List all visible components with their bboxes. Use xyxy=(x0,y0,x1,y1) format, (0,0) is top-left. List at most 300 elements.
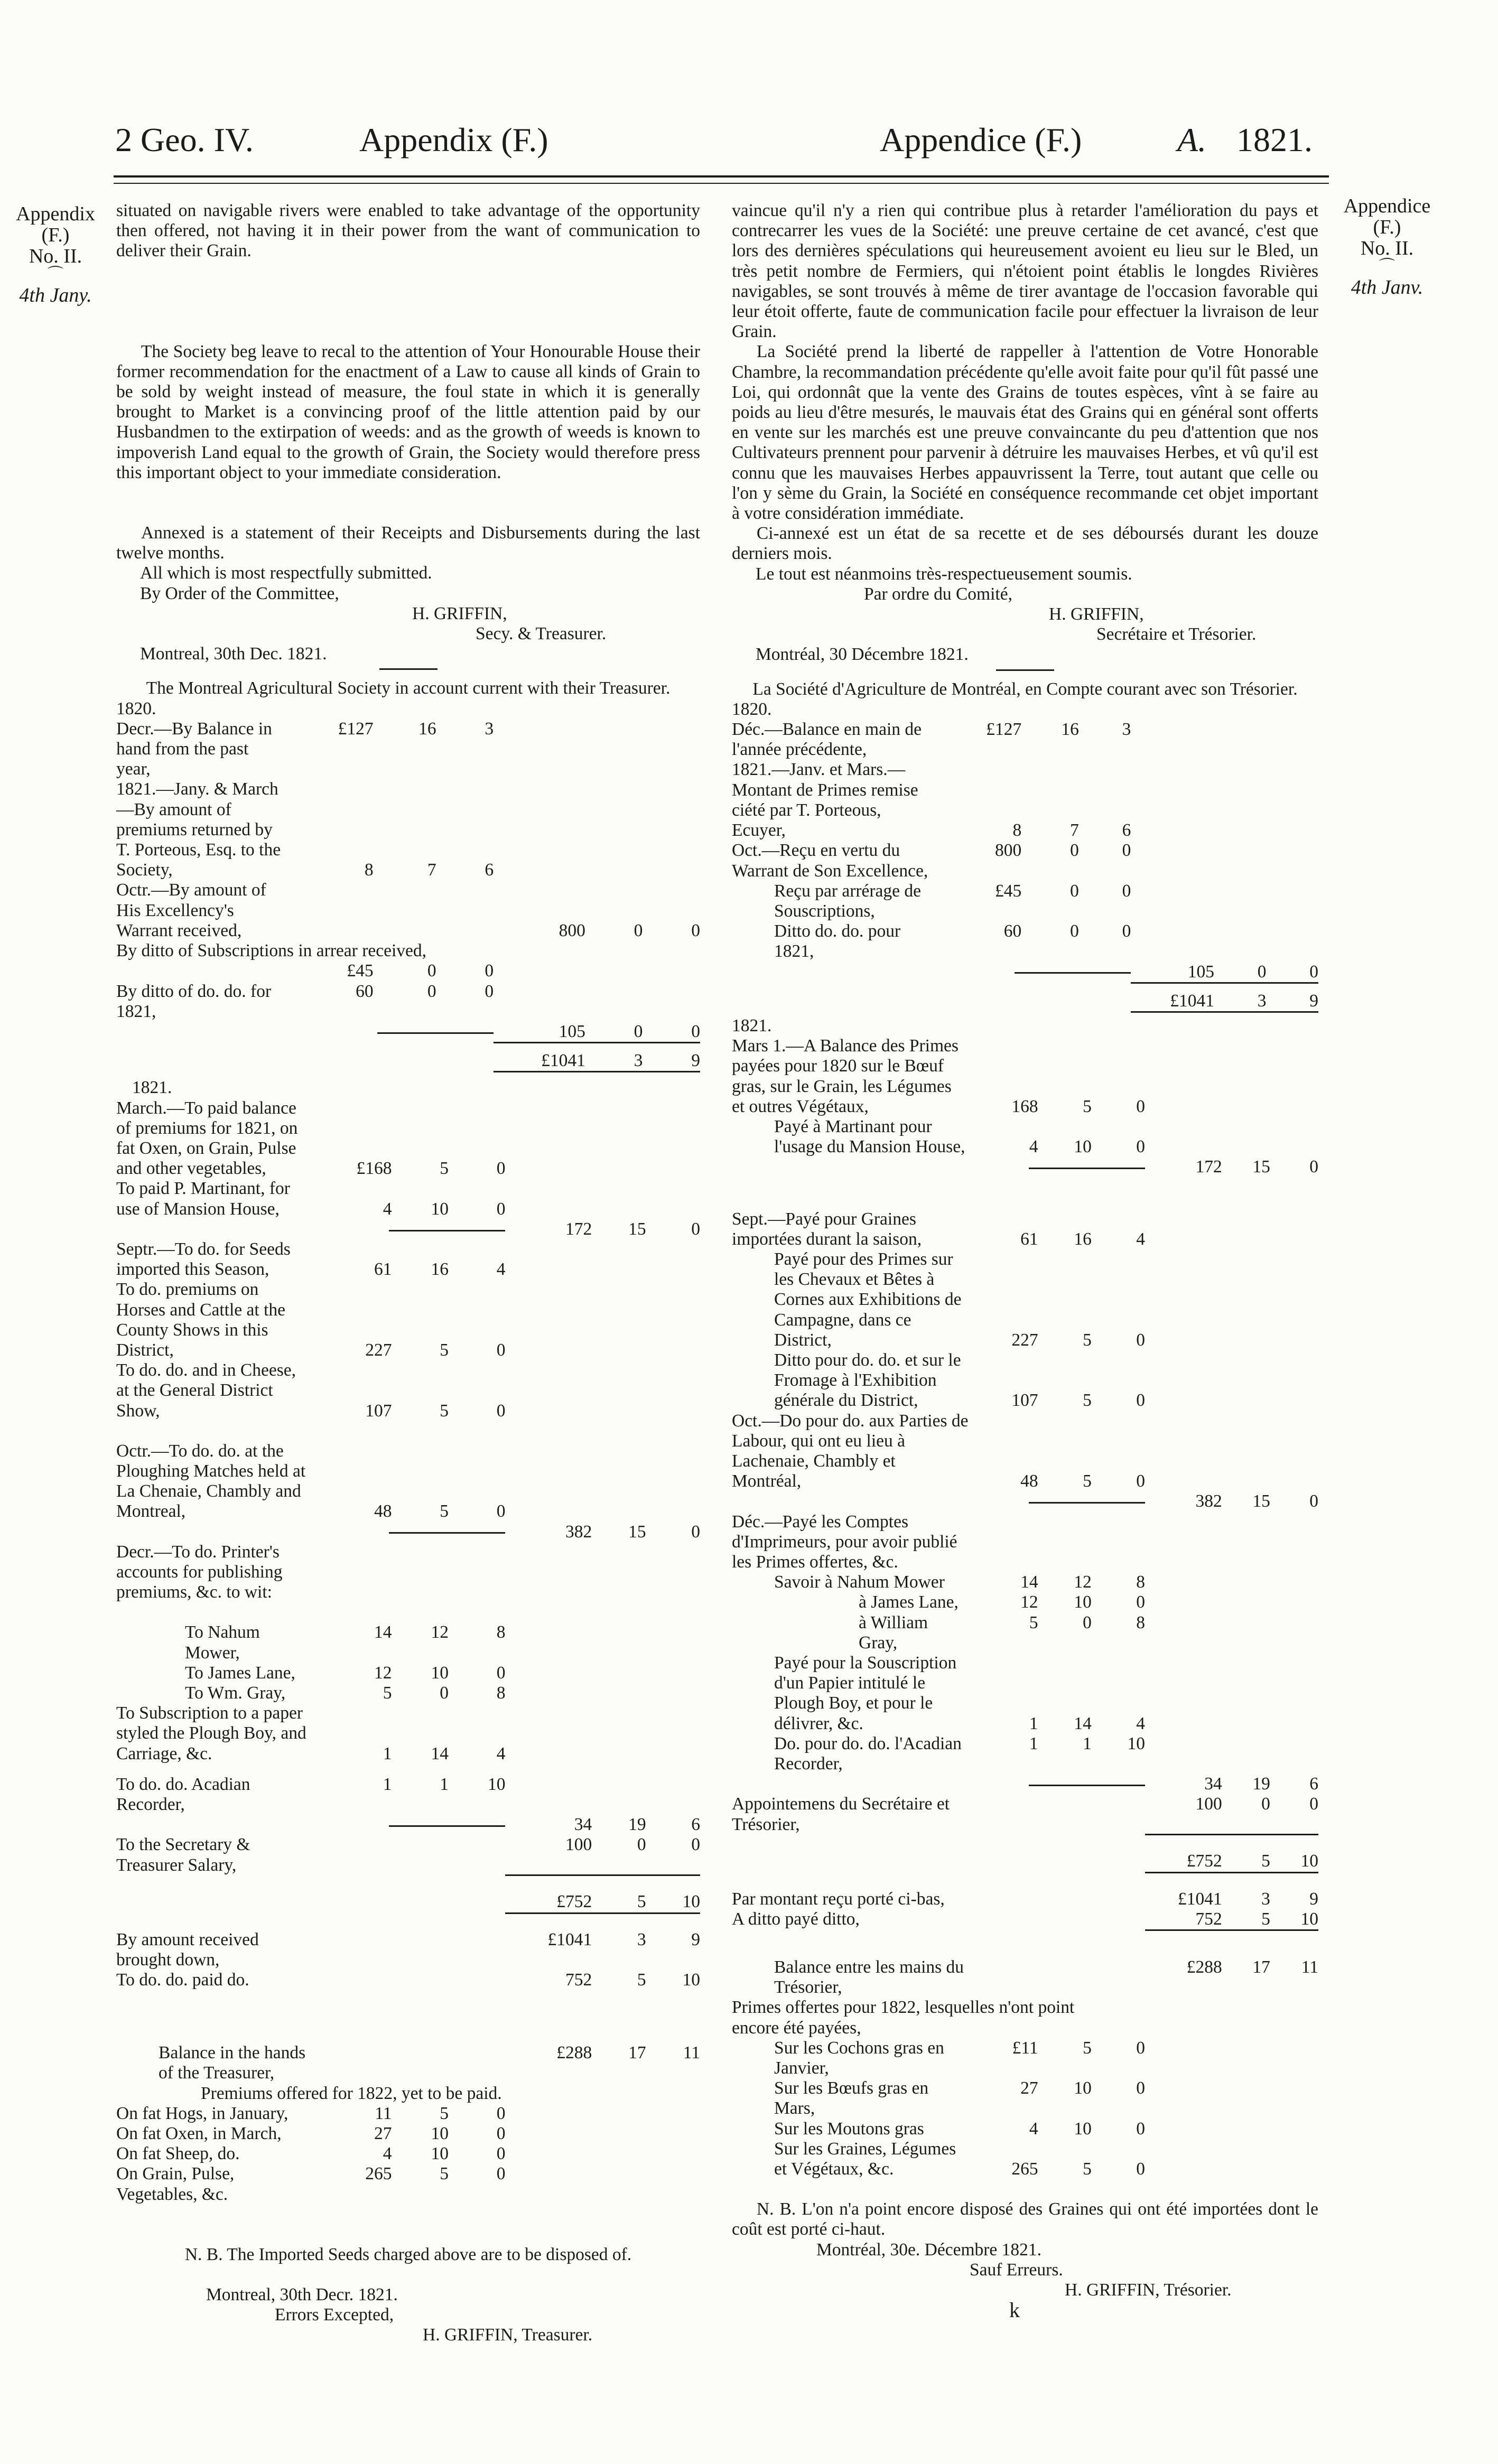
amount: 0 xyxy=(496,1199,506,1219)
subtotal: 0 xyxy=(1309,1157,1318,1177)
table-row xyxy=(732,1734,1318,1774)
balance: 11 xyxy=(683,2043,700,2063)
margin-right-brace: ⌒ xyxy=(1379,258,1395,275)
en-pm1-desc: On fat Hogs, in January, xyxy=(116,2103,289,2123)
amount: 61 xyxy=(1020,1229,1038,1249)
amount: 0 xyxy=(1136,1390,1146,1411)
fr-submitted: Le tout est néanmoins très-respectueusement soumis. xyxy=(756,564,1132,584)
french-column xyxy=(732,201,1318,2320)
en-dr2-desc: To paid P. Martinant, for use of Mansion House, xyxy=(116,1179,290,1219)
amount: 6 xyxy=(485,860,494,880)
amount: 6 xyxy=(1122,820,1131,841)
subtotal: 0 xyxy=(691,1021,700,1041)
table-row xyxy=(732,1613,1318,1653)
amount: 168 xyxy=(1011,1096,1038,1116)
total: 3 xyxy=(634,1051,643,1071)
table-row xyxy=(116,1892,700,1913)
en-balance-desc: Balance in the hands of the Treasurer, xyxy=(159,2043,306,2083)
table-row xyxy=(116,961,700,981)
header-reign: 2 Geo. IV. xyxy=(115,121,254,158)
amount: £1041 xyxy=(547,1929,592,1949)
fr-dr5-desc: Ditto pour do. do. et sur le Fromage à l'Exhibition générale du District, xyxy=(774,1350,961,1411)
total: £1041 xyxy=(541,1051,585,1071)
en-dr1-desc: March.—To paid balance of premiums for 1821, on fat Oxen, on Grain, Pulse and other vegetables, xyxy=(116,1098,298,1179)
en-cr4-desc: By ditto of Subscriptions in arrear received, xyxy=(116,941,427,961)
amount: 5 xyxy=(1083,2159,1092,2179)
subtotal: 34 xyxy=(1204,1774,1222,1794)
en-dr3-desc: Septr.—To do. for Seeds imported this Season, xyxy=(116,1239,291,1280)
en-paid-desc: To do. do. paid do. xyxy=(116,1970,249,1990)
amount: 5 xyxy=(440,2164,449,2184)
amount: 10 xyxy=(1074,1137,1092,1157)
table-row xyxy=(732,1957,1318,1998)
amount: 0 xyxy=(1136,1096,1146,1116)
amount: 0 xyxy=(637,1835,646,1855)
total: £752 xyxy=(556,1892,592,1912)
amount: 16 xyxy=(1061,720,1079,740)
en-nb: N. B. The Imported Seeds charged above are to be disposed of. xyxy=(184,2244,632,2264)
amount: £168 xyxy=(356,1159,392,1179)
fr-signer: H. GRIFFIN, xyxy=(1049,604,1144,624)
fr-cr3-desc: Oct.—Reçu en vertu du Warrant de Son Excellence, xyxy=(732,841,928,881)
fr-year-1820: 1820. xyxy=(732,699,772,719)
amount: 3 xyxy=(1261,1889,1270,1909)
amount: £127 xyxy=(338,718,374,739)
fr-close-date: Montréal, 30e. Décembre 1821. xyxy=(816,2239,1042,2260)
en-intro: situated on navigable rivers were enabled to take advantage of the opportunity then offered, not having it in their power from the want of communication to deliver their Grain. xyxy=(116,201,700,261)
amount: 1 xyxy=(383,1743,392,1763)
amount: 0 xyxy=(1136,2159,1146,2179)
margin-left-letter: (F.) xyxy=(41,224,70,246)
fr-recommendation: La Société prend la liberté de rappeller à l'attention de Votre Honorable Chambre, la recommandation précédente qu'elle avoit faite pour qu'il fût passé une Loi, qui ordonnât que la vente des Grains de toutes espèces, vînt à se faire au poids au lieu d'être mesurés, le mauvais état des Grains qui en général sont offerts en vente sur les marchés est une preuve convaincante du peu d'attention que nos Cultivateurs prennent pour parvenir à détruire les mauvaises Herbes, et vû qu'il est connu que les mauvaises Herbes appauvrissent la Terre, tout autant que celle ou l'on y sème du Grain, la Société en conséquence recommande cet objet important à votre considération immédiate. xyxy=(732,342,1318,524)
en-place-date: Montreal, 30th Dec. 1821. xyxy=(140,644,327,664)
amount: 60 xyxy=(356,981,374,1001)
subtotal: 15 xyxy=(1252,1157,1270,1177)
fr-cr2-desc: 1821.—Janv. et Mars.—Montant de Primes remise ciété par T. Porteous, Ecuyer, xyxy=(732,760,918,841)
amount: 227 xyxy=(365,1340,392,1360)
amount: 4 xyxy=(1029,1137,1038,1157)
table-row xyxy=(116,1280,700,1360)
header-appendix-en: Appendix (F.) xyxy=(359,121,548,158)
amount: 9 xyxy=(1309,1889,1318,1909)
english-column xyxy=(116,201,700,2346)
amount: 5 xyxy=(440,1401,449,1421)
header-rule-top xyxy=(114,175,1329,178)
amount: 800 xyxy=(995,841,1022,861)
amount: 10 xyxy=(1300,1909,1318,1929)
margin-left-number: No. II. xyxy=(29,245,82,267)
amount: 16 xyxy=(1074,1229,1092,1249)
table-row xyxy=(116,1022,700,1043)
en-pm2-desc: On fat Oxen, in March, xyxy=(116,2123,282,2143)
amount: 8 xyxy=(496,1683,506,1703)
table-row xyxy=(732,2038,1318,2078)
amount: 0 xyxy=(1122,921,1131,941)
amount: 0 xyxy=(1070,841,1079,861)
amount: 7 xyxy=(427,860,436,880)
amount: 10 xyxy=(682,1970,700,1990)
amount: 11 xyxy=(375,2103,392,2123)
amount: 12 xyxy=(374,1663,392,1683)
en-close-date: Montreal, 30th Decr. 1821. xyxy=(206,2284,398,2304)
fr-dr2-desc: Payé à Martinant pour l'usage du Mansion House, xyxy=(774,1116,965,1157)
amount: 48 xyxy=(1020,1471,1038,1491)
subtotal: 19 xyxy=(1252,1774,1270,1794)
table-row xyxy=(116,1239,700,1280)
amount: 10 xyxy=(1074,2118,1092,2139)
amount: 3 xyxy=(637,1929,646,1949)
balance: 17 xyxy=(1252,1957,1270,1977)
table-row xyxy=(116,1703,700,1764)
header-rule-bottom xyxy=(114,183,1329,184)
amount: 5 xyxy=(1083,1471,1092,1491)
amount: £45 xyxy=(347,961,374,981)
table-row xyxy=(116,1663,700,1683)
subtotal: 34 xyxy=(574,1815,592,1835)
subtotal: 19 xyxy=(628,1815,646,1835)
amount: 0 xyxy=(427,961,436,981)
en-pr1-desc: To Nahum Mower, xyxy=(185,1622,260,1663)
table-row xyxy=(732,841,1318,881)
subtotal: 382 xyxy=(565,1522,592,1542)
table-row xyxy=(732,1851,1318,1872)
header-year-prefix: A. xyxy=(1177,121,1207,158)
subtotal: 0 xyxy=(1309,962,1318,982)
fr-close-signature: H. GRIFFIN, Trésorier. xyxy=(1065,2280,1232,2300)
subtotal: 6 xyxy=(691,1815,700,1835)
en-dr4-desc: To do. premiums on Horses and Cattle at the County Shows in this District, xyxy=(116,1280,286,1360)
fr-pm3-desc: Sur les Moutons gras xyxy=(774,2118,924,2139)
table-row xyxy=(116,1683,700,1703)
amount: 0 xyxy=(496,2144,506,2164)
table-row xyxy=(732,962,1318,983)
amount: £1041 xyxy=(1178,1889,1222,1909)
amount: 60 xyxy=(1003,921,1022,941)
total: 9 xyxy=(691,1051,700,1071)
table-row xyxy=(732,921,1318,962)
amount: 227 xyxy=(1011,1330,1038,1350)
en-cr3-desc: Octr.—By amount of His Excellency's Warrant received, xyxy=(116,880,266,940)
en-dr8-desc: To the Secretary & Treasurer Salary, xyxy=(116,1835,250,1875)
fr-intro: vaincue qu'il n'y a rien qui contribue plus à retarder l'amélioration du pays et contrecarrer les vues de la Société: une preuve certaine de cet avancé, c'est que lors des dernières spéculations qui heureusement avoient eu lieu sur le Bled, un très petit nombre de Fermiers, qui n'étoient point établis le longdes Rivières navigables, se sont trouvés à même de tirer avantage de l'occasion favorable qui leur étoit offerte, faute de communication facile pour effectuer la livraison de leur Grain. xyxy=(732,201,1318,342)
fr-cr1-desc: Déc.—Balance en main de l'année précédente, xyxy=(732,720,922,760)
en-pr3-desc: To Wm. Gray, xyxy=(185,1683,286,1703)
total: 10 xyxy=(1300,1851,1318,1871)
amount: 4 xyxy=(1029,2118,1038,2139)
amount: 0 xyxy=(440,1683,449,1703)
table-row xyxy=(732,1889,1318,1909)
fr-cr5-desc: Ditto do. do. pour 1821, xyxy=(774,921,901,962)
amount: 0 xyxy=(1136,2078,1146,2098)
en-pr5-desc: To do. do. Acadian Recorder, xyxy=(116,1774,250,1815)
fr-pr1-desc: Savoir à Nahum Mower xyxy=(774,1572,945,1592)
table-row xyxy=(732,1350,1318,1411)
header-year: 1821. xyxy=(1236,121,1313,158)
table-row xyxy=(732,1653,1318,1734)
amount: £11 xyxy=(1012,2038,1038,2058)
amount: 752 xyxy=(565,1970,592,1990)
amount: 0 xyxy=(1070,921,1079,941)
fr-dr4-desc: Payé pour des Primes sur les Chevaux et Bêtes à Cornes aux Exhibitions de Campagne, dans ce District, xyxy=(774,1249,962,1350)
amount: 5 xyxy=(440,1159,449,1179)
amount: 0 xyxy=(496,2164,506,2184)
amount: 0 xyxy=(496,1340,506,1360)
margin-note-right xyxy=(1324,195,1450,298)
en-year-1820: 1820. xyxy=(116,698,156,718)
margin-right-appendice: Appendice xyxy=(1343,195,1431,217)
fr-recv-desc: Par montant reçu porté ci-bas, xyxy=(732,1889,945,1909)
amount: £127 xyxy=(986,720,1022,740)
fr-dr8-desc: Appointemens du Secrétaire et Trésorier, xyxy=(732,1794,950,1834)
subtotal: 15 xyxy=(1252,1491,1270,1511)
fr-account-title: La Société d'Agriculture de Montréal, en Compte courant avec son Trésorier. xyxy=(752,679,1298,699)
balance: 17 xyxy=(628,2043,646,2063)
fr-annexed: Ci-annexé est un état de sa recette et de ses déboursés durant les douze derniers mois. xyxy=(732,524,1318,564)
table-row xyxy=(116,1930,700,1970)
margin-right-date: 4th Janv. xyxy=(1351,276,1423,298)
total: 3 xyxy=(1257,991,1267,1011)
amount: 12 xyxy=(1020,1592,1038,1612)
en-signer-title: Secy. & Treasurer. xyxy=(476,624,607,644)
amount: 8 xyxy=(1012,820,1022,841)
amount: 14 xyxy=(1074,1713,1092,1733)
amount: 16 xyxy=(418,718,436,739)
amount: 5 xyxy=(1083,1096,1092,1116)
en-pr2-desc: To James Lane, xyxy=(185,1663,295,1683)
en-submitted: All which is most respectfully submitted. xyxy=(140,563,432,583)
subtotal: 6 xyxy=(1309,1774,1318,1794)
amount: 0 xyxy=(1122,841,1131,861)
amount: 0 xyxy=(1122,881,1131,901)
balance: £288 xyxy=(556,2043,592,2063)
amount: 0 xyxy=(634,920,643,940)
table-row xyxy=(732,1036,1318,1117)
en-cr1-desc: Decr.—By Balance in hand from the past year, xyxy=(116,718,272,779)
amount: 4 xyxy=(496,1743,506,1763)
table-row xyxy=(116,1179,700,1219)
en-close-signature: H. GRIFFIN, Treasurer. xyxy=(423,2325,593,2345)
amount: 12 xyxy=(1074,1572,1092,1592)
table-row xyxy=(732,1249,1318,1350)
table-row xyxy=(116,779,700,880)
total: 5 xyxy=(637,1892,646,1912)
fr-dr1-desc: Mars 1.—A Balance des Primes payées pour 1820 sur le Bœuf gras, sur le Grain, les Légumes et outres Végétaux, xyxy=(732,1036,959,1116)
amount: 4 xyxy=(496,1259,506,1280)
table-row xyxy=(116,880,700,941)
amount: 4 xyxy=(383,2144,392,2164)
amount: 265 xyxy=(365,2164,392,2184)
fr-balance-desc: Balance entre les mains du Trésorier, xyxy=(774,1957,964,1998)
fr-pr5-desc: Do. pour do. do. l'Acadian Recorder, xyxy=(774,1733,962,1774)
amount: 8 xyxy=(1136,1572,1146,1592)
fr-pm4-desc: Sur les Graines, Légumes et Végétaux, &c. xyxy=(774,2139,956,2179)
fr-disbursements-table xyxy=(732,1016,1318,2179)
amount: 7 xyxy=(1070,820,1079,841)
amount: 5 xyxy=(1261,1909,1270,1929)
amount: 0 xyxy=(1083,1612,1092,1632)
table-row xyxy=(732,1157,1318,1177)
en-by-order: By Order of the Committee, xyxy=(140,583,339,603)
table-row xyxy=(732,2078,1318,2118)
amount: 0 xyxy=(496,2123,506,2143)
en-pm4-desc: On Grain, Pulse, Vegetables, &c. xyxy=(116,2164,235,2204)
amount: 10 xyxy=(487,1774,506,1794)
table-row xyxy=(732,881,1318,921)
amount: 107 xyxy=(1011,1390,1038,1411)
en-pr4-desc: To Subscription to a paper styled the Plough Boy, and Carriage, &c. xyxy=(116,1703,306,1763)
amount: 5 xyxy=(440,1340,449,1360)
subtotal: 15 xyxy=(628,1219,646,1239)
amount: 0 xyxy=(485,961,494,981)
table-row xyxy=(116,2104,700,2124)
amount: 1 xyxy=(440,1774,449,1794)
table-row xyxy=(116,1542,700,1603)
amount: 0 xyxy=(1309,1794,1318,1814)
amount: 0 xyxy=(1136,1592,1146,1612)
subtotal: 382 xyxy=(1195,1491,1222,1511)
total: 5 xyxy=(1261,1851,1270,1871)
subtotal: 105 xyxy=(1187,962,1214,982)
table-row xyxy=(732,1572,1318,1592)
amount: 0 xyxy=(485,981,494,1001)
amount: 5 xyxy=(1083,2038,1092,2058)
table-row xyxy=(732,760,1318,841)
amount: 1 xyxy=(1029,1713,1038,1733)
en-divider xyxy=(379,668,438,670)
table-row xyxy=(732,2119,1318,2139)
table-row xyxy=(116,2043,700,2083)
amount: 4 xyxy=(383,1199,392,1219)
en-receipts-table xyxy=(116,699,700,1078)
table-row xyxy=(116,982,700,1022)
amount: 3 xyxy=(1122,720,1131,740)
amount: 265 xyxy=(1011,2159,1038,2179)
table-row xyxy=(732,1512,1318,1573)
amount: 8 xyxy=(496,1622,506,1642)
en-disbursements-table xyxy=(116,1078,700,2204)
amount: 8 xyxy=(364,860,374,880)
table-row xyxy=(116,1360,700,1421)
fr-receipts-table xyxy=(732,699,1318,1016)
subtotal: 105 xyxy=(559,1021,585,1041)
en-recv-desc: By amount received brought down, xyxy=(116,1929,259,1970)
subtotal: 0 xyxy=(1257,962,1267,982)
amount: 0 xyxy=(691,1835,700,1855)
fr-signature-mark: k xyxy=(1009,2298,1020,2322)
en-year-1821: 1821. xyxy=(132,1078,172,1098)
amount: 12 xyxy=(431,1622,449,1642)
en-pm3-desc: On fat Sheep, do. xyxy=(116,2144,240,2164)
amount: 107 xyxy=(365,1401,392,1421)
amount: 14 xyxy=(431,1743,449,1763)
amount: 752 xyxy=(1195,1909,1222,1929)
amount: 10 xyxy=(431,1663,449,1683)
amount: 10 xyxy=(431,2144,449,2164)
balance: £288 xyxy=(1186,1957,1222,1977)
amount: £45 xyxy=(995,881,1022,901)
margin-left-brace: ⌒ xyxy=(48,266,63,283)
table-row xyxy=(732,991,1318,1012)
amount: 27 xyxy=(374,2123,392,2143)
fr-year-1821: 1821. xyxy=(732,1015,772,1035)
margin-right-number: No. II. xyxy=(1360,237,1414,259)
amount: 5 xyxy=(440,1501,449,1522)
table-row xyxy=(116,1835,700,1875)
table-row xyxy=(116,1775,700,1815)
fr-pr4-desc: Payé pour la Souscription d'un Papier intitulé le Plough Boy, et pour le délivrer, &c. xyxy=(774,1653,957,1733)
header-appendix-fr: Appendice (F.) xyxy=(880,121,1082,158)
fr-signer-title: Secrétaire et Trésorier. xyxy=(1096,624,1257,645)
fr-nb: N. B. L'on n'a point encore disposé des Graines qui ont été importées dont le coût est porté ci-haut. xyxy=(732,2199,1318,2239)
subtotal: 172 xyxy=(565,1219,592,1239)
table-row xyxy=(116,1522,700,1542)
amount: 27 xyxy=(1020,2078,1038,2098)
table-row xyxy=(116,941,700,961)
subtotal: 0 xyxy=(634,1021,643,1041)
table-row xyxy=(732,720,1318,760)
amount: 5 xyxy=(440,2103,449,2123)
en-dr5-desc: To do. do. and in Cheese, at the General District Show, xyxy=(116,1360,296,1421)
amount: 10 xyxy=(431,1199,449,1219)
en-dr6-desc: Octr.—To do. do. at the Ploughing Matches held at La Chenaie, Chambly and Montreal, xyxy=(116,1441,306,1522)
en-annexed: Annexed is a statement of their Receipts and Disbursements during the last twelve months. xyxy=(116,523,700,563)
amount: 0 xyxy=(427,981,436,1001)
total: £1041 xyxy=(1170,991,1214,1011)
fr-pr3-desc: à William Gray, xyxy=(859,1612,928,1653)
margin-left-date: 4th Jany. xyxy=(19,284,92,306)
total: £752 xyxy=(1186,1851,1222,1871)
fr-errors: Sauf Erreurs. xyxy=(970,2260,1063,2280)
table-row xyxy=(116,2124,700,2144)
table-row xyxy=(116,1098,700,1179)
table-row xyxy=(116,1622,700,1663)
en-errors: Errors Excepted, xyxy=(275,2305,394,2325)
margin-left-appendix: Appendix xyxy=(16,203,95,225)
subtotal: 0 xyxy=(1309,1491,1318,1511)
table-row xyxy=(116,719,700,780)
amount: 4 xyxy=(1136,1713,1146,1733)
table-row xyxy=(732,1117,1318,1157)
fr-cr4-desc: Reçu par arrérage de Souscriptions, xyxy=(774,881,922,921)
margin-note-left xyxy=(5,203,106,306)
table-row xyxy=(116,2164,700,2204)
amount: 800 xyxy=(559,920,585,940)
subtotal: 15 xyxy=(628,1522,646,1542)
amount: 5 xyxy=(1083,1330,1092,1350)
amount: 48 xyxy=(374,1501,392,1522)
amount: 61 xyxy=(374,1259,392,1280)
amount: 0 xyxy=(496,1663,506,1683)
fr-pm2-desc: Sur les Bœufs gras en Mars, xyxy=(774,2078,929,2118)
table-row xyxy=(116,1815,700,1835)
table-row xyxy=(116,1441,700,1522)
amount: 3 xyxy=(485,718,494,739)
fr-pm1-desc: Sur les Cochons gras en Janvier, xyxy=(774,2038,944,2078)
table-row xyxy=(732,1794,1318,1834)
amount: 0 xyxy=(1136,2118,1146,2139)
amount: 5 xyxy=(1083,1390,1092,1411)
amount: 16 xyxy=(431,1259,449,1280)
amount: 0 xyxy=(1136,1137,1146,1157)
en-account-title: The Montreal Agricultural Society in account current with their Treasurer. xyxy=(146,678,671,698)
amount: 0 xyxy=(1136,2038,1146,2058)
amount: 0 xyxy=(496,1401,506,1421)
en-dr7-desc: Decr.—To do. Printer's accounts for publishing premiums, &c. to wit: xyxy=(116,1542,283,1602)
amount: 0 xyxy=(1136,1330,1146,1350)
subtotal: 0 xyxy=(691,1219,700,1239)
amount: 0 xyxy=(496,1159,506,1179)
table-row xyxy=(732,1592,1318,1612)
